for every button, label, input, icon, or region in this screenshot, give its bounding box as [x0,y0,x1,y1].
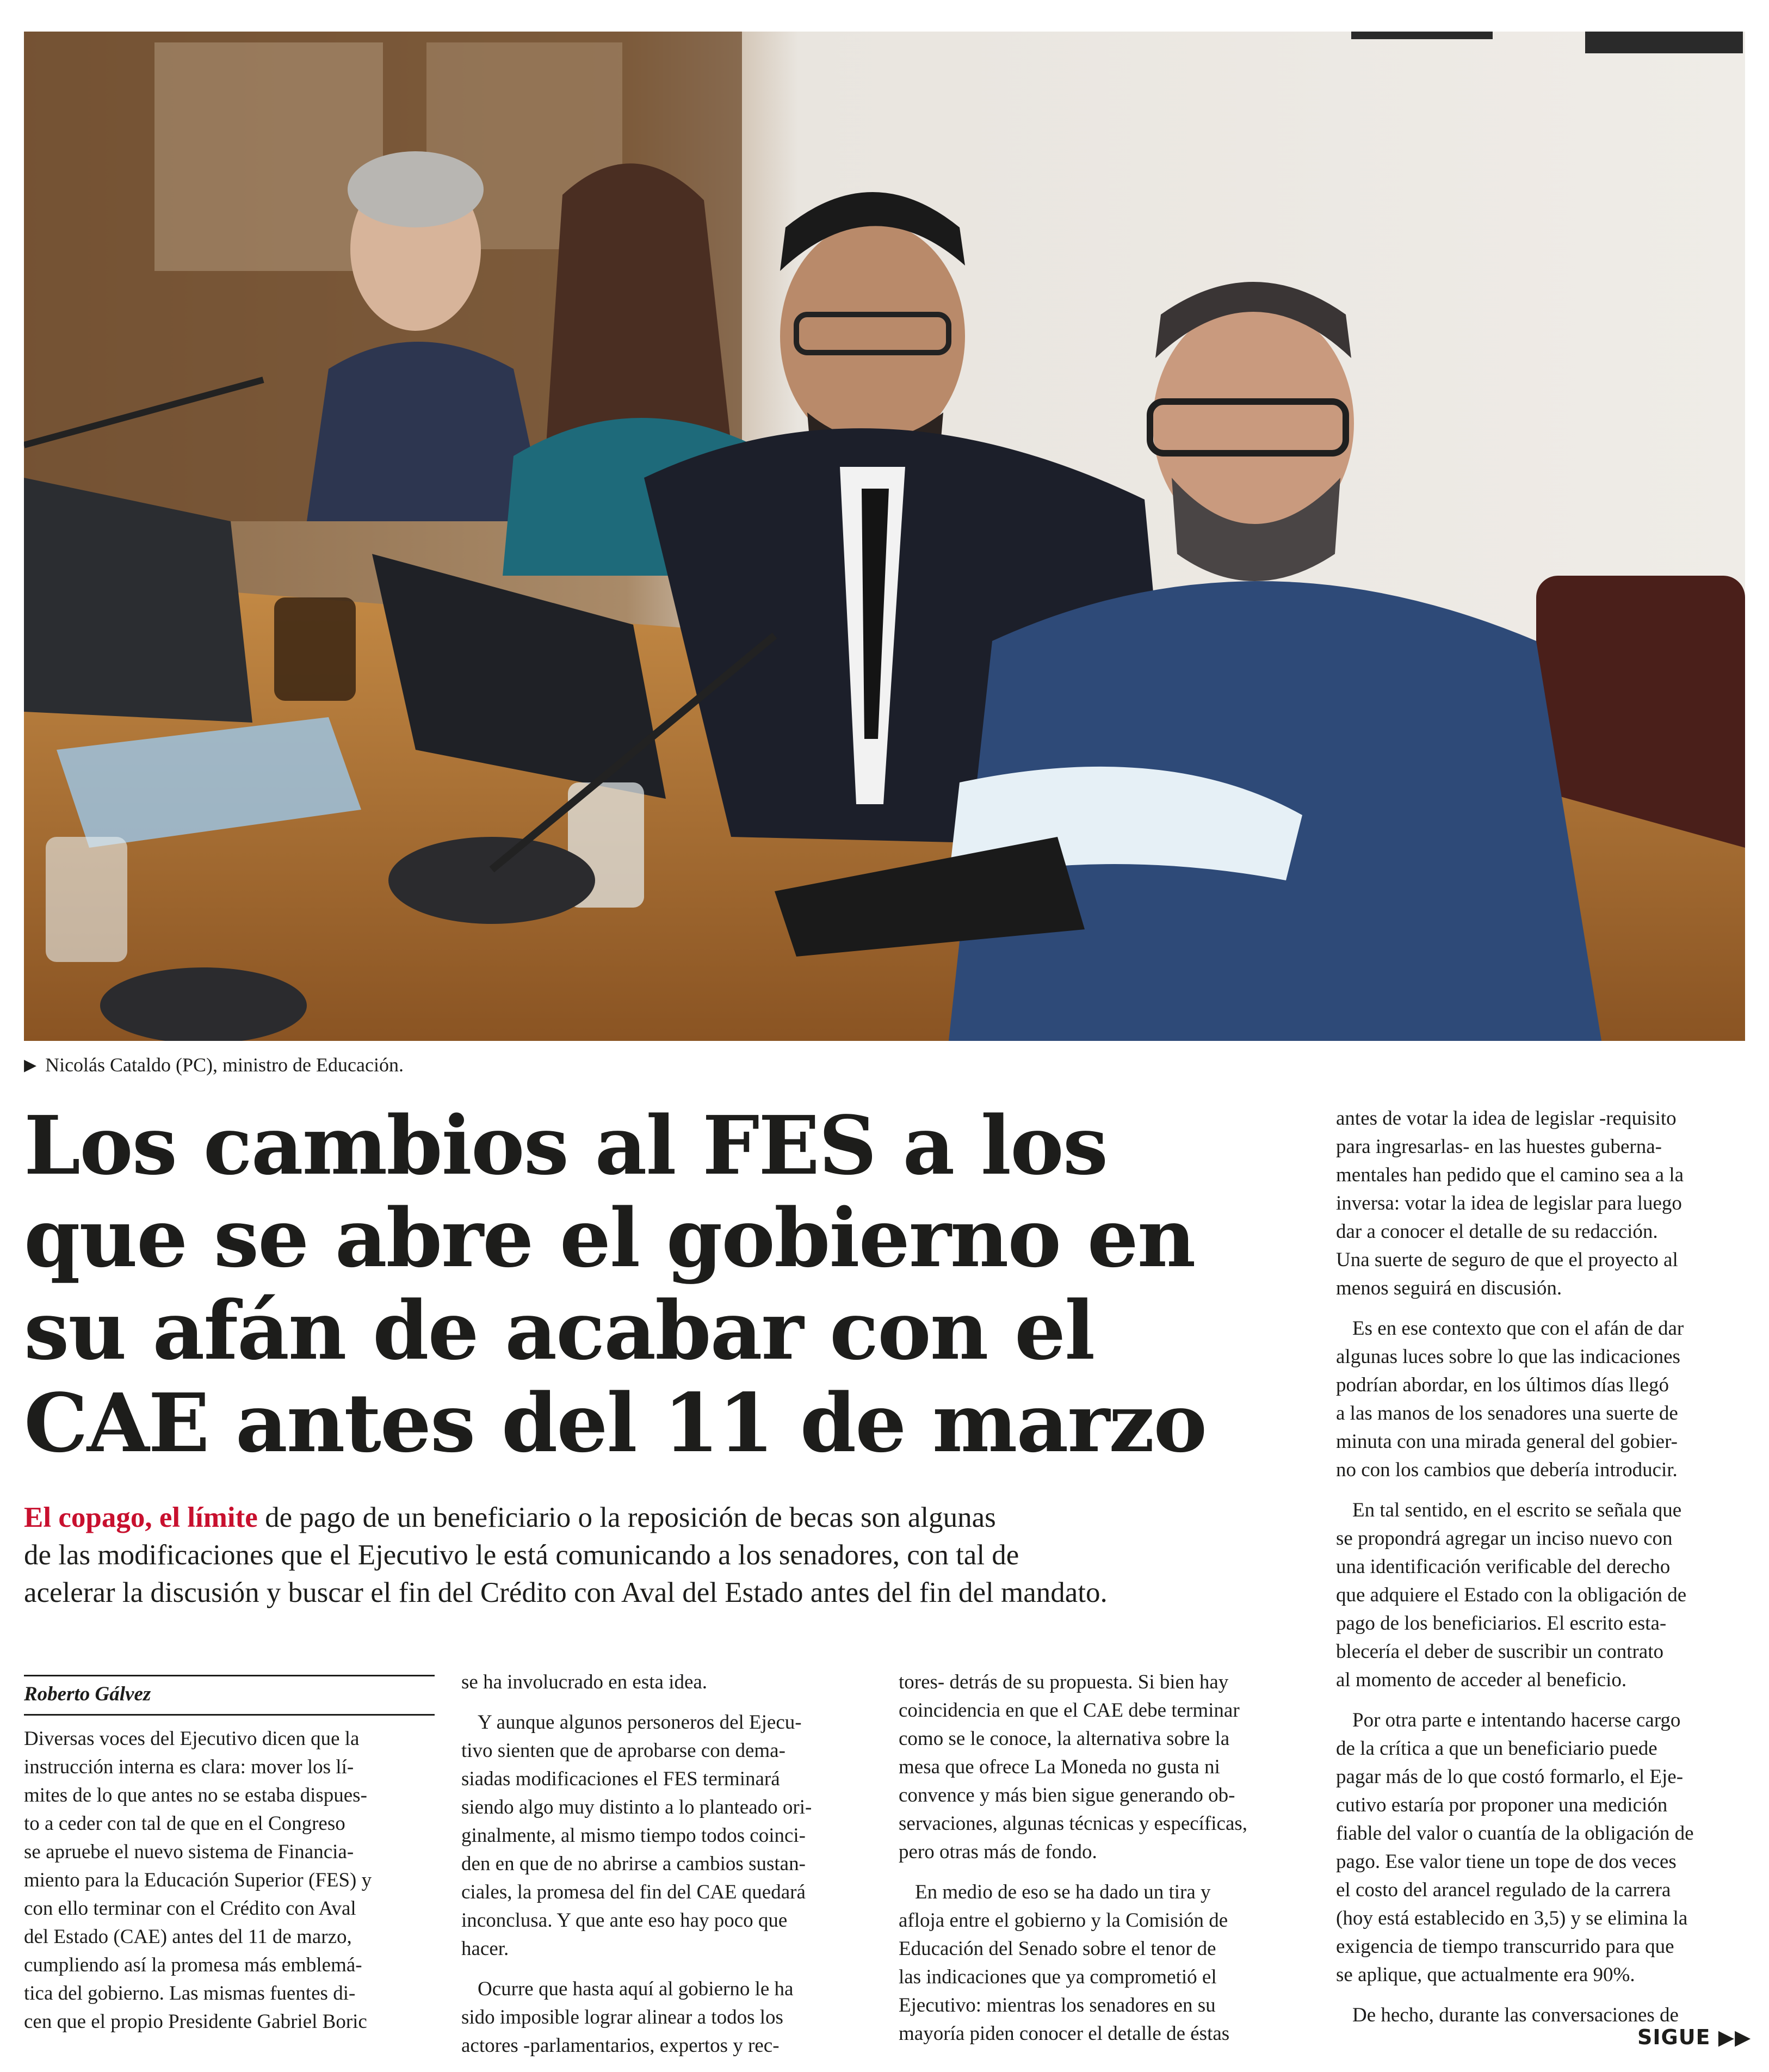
lead-line: acelerar la discusión y buscar el fin del Crédito con Aval del Estado antes del fin del mandato. [24,1577,1108,1608]
text-line: cumpliendo así la promesa más emblemá- [24,1954,362,1976]
text-line: inconclusa. Y que ante eso hay poco que [461,1909,788,1932]
text-line: Una suerte de seguro de que el proyecto al [1336,1249,1678,1271]
text-line: como se le conoce, la alternativa sobre la [899,1728,1230,1750]
byline: Roberto Gálvez [24,1683,151,1705]
text-line: mayoría piden conocer el detalle de éstas [899,2022,1230,2045]
article-column-4 [1336,1105,1749,2030]
text-line: actores -parlamentarios, expertos y rec- [461,2034,780,2057]
text-line: Ocurre que hasta aquí al gobierno le ha [478,1978,794,2000]
text-line: Por otra parte e intentando hacerse cargo [1352,1709,1681,1731]
headline-line: CAE antes del 11 de marzo [24,1376,1207,1470]
text-line: el costo del arancel regulado de la carrera [1336,1879,1671,1901]
text-line: podrían abordar, en los últimos días llegó [1336,1374,1669,1396]
text-line: Diversas voces del Ejecutivo dicen que la [24,1728,360,1750]
byline-rule-bottom [24,1714,435,1716]
text-line: convence y más bien sigue generando ob- [899,1784,1235,1806]
text-line: servaciones, algunas técnicas y específicas, [899,1812,1248,1835]
article-column-1 [24,1725,437,2036]
text-line: del Estado (CAE) antes del 11 de marzo, [24,1926,352,1948]
article-column-2 [461,1668,875,2060]
text-line: dar a conocer el detalle de su redacción. [1336,1220,1658,1243]
text-line: de la crítica a que un beneficiario puede [1336,1737,1657,1760]
text-line: fiable del valor o cuantía de la obligación de [1336,1822,1694,1845]
text-line: mesa que ofrece La Moneda no gusta ni [899,1756,1220,1778]
headline-line: Los cambios al FES a los [24,1098,1108,1193]
byline-rule-top [24,1675,435,1676]
text-line: tica del gobierno. Las mismas fuentes di- [24,1982,356,2005]
text-line: se apruebe el nuevo sistema de Financia- [24,1841,354,1863]
text-line: cen que el propio Presidente Gabriel Boric [24,2011,367,2033]
text-line: inversa: votar la idea de legislar para luego [1336,1192,1682,1214]
text-line: una identificación verificable del derecho [1336,1556,1671,1578]
text-line: afloja entre el gobierno y la Comisión de [899,1909,1228,1932]
headline-line: su afán de acabar con el [24,1283,1094,1378]
text-line: instrucción interna es clara: mover los lí- [24,1756,354,1778]
text-line: coincidencia en que el CAE debe terminar [899,1699,1240,1722]
text-line: den en que de no abrirse a cambios sustan- [461,1853,806,1875]
text-line: ginalmente, al mismo tiempo todos coinci- [461,1824,806,1847]
text-line: ciales, la promesa del fin del CAE quedará [461,1881,806,1903]
text-line: para ingresarlas- en las huestes guberna- [1336,1136,1662,1158]
text-line: que adquiere el Estado con la obligación de [1336,1584,1687,1606]
text-line: antes de votar la idea de legislar -requisito [1336,1107,1677,1130]
text-line: pagar más de lo que costó formarlo, el Eje- [1336,1766,1684,1788]
text-line: minuta con una mirada general del gobier- [1336,1430,1678,1453]
text-line: cutivo estaría por proponer una medición [1336,1794,1668,1816]
text-line: pago. Ese valor tiene un tope de dos veces [1336,1851,1677,1873]
lead-line: de las modificaciones que el Ejecutivo le está comunicando a los senadores, con tal de [24,1539,1019,1571]
text-line: En tal sentido, en el escrito se señala que [1352,1499,1682,1521]
text-line: Ejecutivo: mientras los senadores en su [899,1994,1216,2016]
headline [24,1099,1270,1469]
text-line: mites de lo que antes no se estaba dispues- [24,1784,367,1806]
caption-text: Nicolás Cataldo (PC), ministro de Educación. [45,1054,404,1076]
text-line: no con los cambios que debería introducir. [1336,1459,1678,1481]
text-line: se propondrá agregar un inciso nuevo con [1336,1527,1673,1550]
text-line: pero otras más de fondo. [899,1841,1097,1863]
text-line: Educación del Senado sobre el tenor de [899,1938,1216,1960]
text-line: sido imposible lograr alinear a todos los [461,2006,783,2028]
lead-line-rest: de pago de un beneficiario o la reposición de becas son algunas [257,1502,996,1533]
text-line: menos seguirá en discusión. [1336,1277,1562,1299]
text-line: mentales han pedido que el camino sea a la [1336,1164,1684,1186]
text-line: (hoy está establecido en 3,5) y se elimina la [1336,1907,1688,1929]
text-line: algunas luces sobre lo que las indicaciones [1336,1346,1680,1368]
text-line: se aplique, que actualmente era 90%. [1336,1964,1635,1986]
text-line: las indicaciones que ya comprometió el [899,1966,1217,1988]
text-line: siadas modificaciones el FES terminará [461,1768,780,1790]
lead-line [24,1499,1291,1537]
headline-line: que se abre el gobierno en [24,1191,1195,1285]
text-line: al momento de acceder al beneficio. [1336,1669,1627,1691]
text-line: a las manos de los senadores una suerte de [1336,1402,1678,1424]
text-line: pago de los beneficiarios. El escrito esta- [1336,1612,1667,1635]
article-column-3 [899,1668,1312,2048]
text-line: siendo algo muy distinto a lo planteado ori- [461,1796,812,1818]
photo-meeting-scene-icon [24,32,1745,1041]
text-line: Y aunque algunos personeros del Ejecu- [478,1711,802,1734]
text-line: En medio de eso se ha dado un tira y [915,1881,1211,1903]
photo-caption [24,1051,404,1078]
text-line: con ello terminar con el Crédito con Aval [24,1897,356,1920]
article-photo [24,32,1745,1041]
continue-marker: SIGUE ▶▶ [1637,2025,1752,2049]
text-line: exigencia de tiempo transcurrido para que [1336,1935,1674,1958]
text-line: tores- detrás de su propuesta. Si bien hay [899,1671,1229,1693]
text-line: De hecho, durante las conversaciones de [1352,2004,1679,2026]
caption-arrow-icon: ▶ [24,1056,37,1074]
text-line: miento para la Educación Superior (FES) y [24,1869,372,1891]
text-line: to a ceder con tal de que en el Congreso [24,1812,345,1835]
text-line: tivo sienten que de aprobarse con dema- [461,1740,785,1762]
lead-highlight: El copago, el límite [24,1502,258,1533]
text-line: blecería el deber de suscribir un contrato [1336,1641,1664,1663]
lead-paragraph [24,1499,1291,1612]
text-line: se ha involucrado en esta idea. [461,1671,708,1693]
text-line: Es en ese contexto que con el afán de dar [1352,1317,1684,1340]
text-line: hacer. [461,1938,509,1960]
